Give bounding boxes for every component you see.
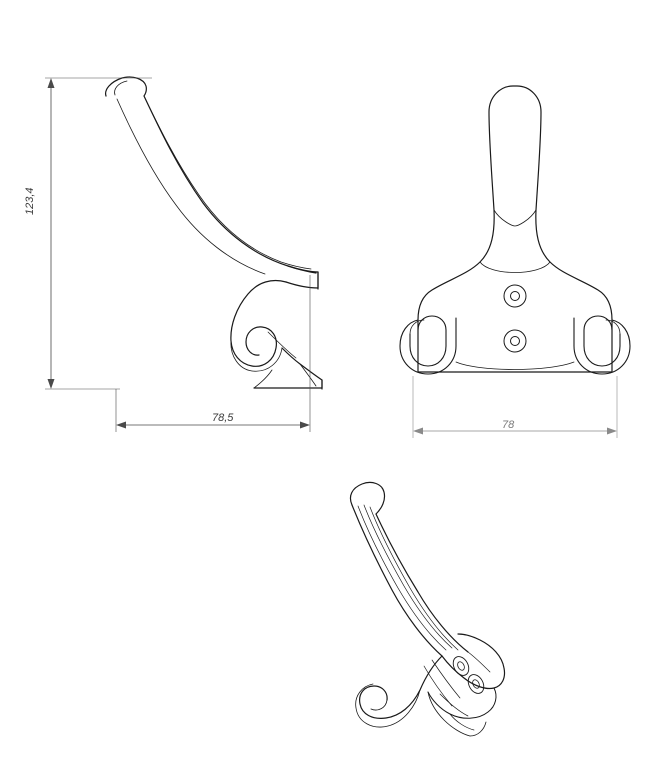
side-view-dimensions — [45, 78, 310, 432]
dimension-label-height: 123,4 — [24, 187, 36, 215]
dimension-label-width: 78 — [502, 419, 515, 431]
dimension-label-depth: 78,5 — [212, 412, 234, 424]
front-view-dimensions — [413, 376, 617, 438]
front-view — [400, 86, 630, 374]
perspective-view — [350, 482, 504, 736]
side-view — [106, 77, 322, 389]
